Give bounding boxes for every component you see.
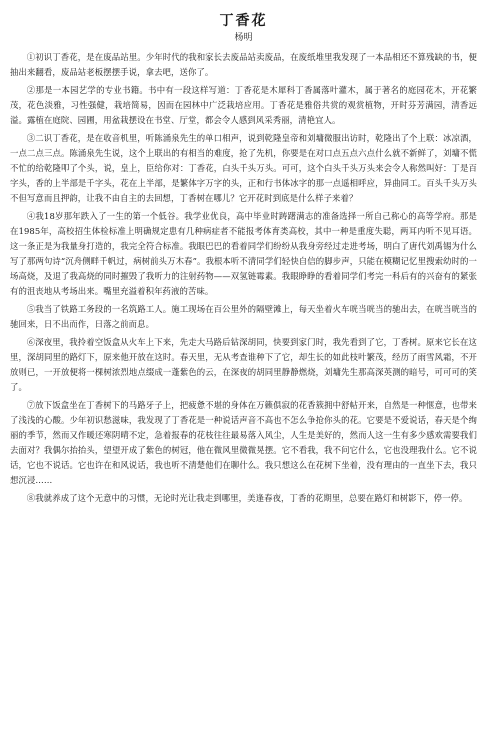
paragraph-7: ⑦放下饭盒坐在丁香树下的马路牙子上，把疲惫不堪的身体在万籁俱寂的花香簇拥中舒帖开来，自然是一种惬意，也带来了浅浅的心酸。少年初识愁滋味，我发现了丁香花是一种说话声音不高也不怎么争抢你头的花。它要是不爱说话，春天是个绚丽的季节，然而又作暖还寒阴晴不定，急着报春的花枝往往最易落入风尘，人生是美好的，然而人这一生有多少感欢需要我们去面对？我偶尔抬抬头，望望开成了紫色的树冠，他在微风里微微晃摆。它不看我，我不问它什么，它也没理我什么。它不说话，它也不说话。它也许在和风说话，我也听不清楚他们在聊什么。我只想这么在花树下坐着，没有理由的一直坐下去，我只想沉浸…… <box>10 400 477 485</box>
paragraph-1: ①初识丁香花，是在废品站里。少年时代的我和家长去废品站卖废品，在废纸堆里我发现了一本品相还不算残缺的书，便抽出来翻看，废品站老板摆摆手说，拿去吧，送你了。 <box>10 52 477 77</box>
article-title: 丁香花 <box>219 13 268 29</box>
paragraph-5: ⑤我当了铁路工务段的一名筑路工人。施工现场在百公里外的隔壁滩上，每天坐着火车咣当咣当的驰出去，在咣当咣当的驰回来，日不出而作，日落之前而息。 <box>10 304 477 329</box>
paragraph-4: ④我18岁那年跌入了一生的第一个低谷。我学业优良，高中毕业时踌躇满志的准备选择一所自己称心的高等学府。那是在1985年，高校招生体检标准上明确规定患有几种病症者不能报考体育类高校，其中一种是重度失聪，两耳内听不见耳语。这一条正是为我量身打造的，我完全符合标准。我眼巴巴的看着同学们纷纷从我身旁经过走进考场，明白了唐代刘禹锡为什么写了那两句诗“沉舟侧畔千帆过，病树前头万木春”。我根本听不清同学们轻快自信的脚步声，只能在模糊记忆里搜索幼时的一场高烧，及退了我高烧的同时摧毁了我听力的注射药物——双氢链霉素。我眼睁睁的看着同学们考完一科后有的兴奋有的紧张有的沮丧地从考场出来。嘴里充溢着积年药液的苦味。 <box>10 211 477 296</box>
article-author: 杨明 <box>234 33 253 43</box>
paragraph-8: ⑧我就养成了这个无意中的习惯，无论时光让我走到哪里，美逢春夜，丁香的花期里，总要在路灯和树影下，停一停。 <box>26 493 468 503</box>
article-body <box>10 50 477 506</box>
paragraph-3: ③二识丁香花，是在收音机里，听陈涌泉先生的单口相声，说到乾隆皇帝和刘墉微服出访时，乾隆出了个上联：冰凉酒，一点二点三点。陈涌泉先生说，这个上联出的有相当的难度，抢了先机，你要是在对口点五点六点什么就不新鲜了，刘墉不慌不忙的给乾隆叩了个头，说，皇上，臣给你对：丁香花，白头千头万头。可可，这个白头千头万头来会令人称然叫好：丁是百字头，香的上半部是千字头，花在上半部，是繁体字万字的头，正和行书体冰字的那一点遥相呼应，异曲同工。百头千头万头不但写意而且押韵，让我不由自主的去回想，丁香树在哪儿？它开花时到底是什么样子来着？ <box>10 133 477 203</box>
paragraph-6: ⑥深夜里，我拎着空饭盒从火车上下来，先走大马路后钻深胡同，快要到家门时，我先看到了它，丁香树。原来它长在这里，深胡同里的路灯下，原来他开放在这时。春天里，无从考查谁种下了它，却生长的如此枝叶繁茂，经历了雨雪风霜，不开放则已，一开放便将一棵树浓烈地点缀成一蓬紫色的云，在深夜的胡同里静静燃烧，刘墉先生那高深英测的暗号，可可可的笑了。 <box>10 337 477 392</box>
paragraph-2: ②那是一本园艺学的专业书籍。书中有一段这样写道：丁香花是木犀科丁香属落叶灌木，属于著名的庭园花木，开花繁茂，花色淡雅，习性强健，栽培简易，因而在园林中广泛栽培应用。丁香花是雅俗共赏的观赏植物，开时芬芳满园，清香远溢。露植在庭院、园圃，用盆栽摆设在书堂、厅堂，都会令人感到风采秀丽，清艳宜人。 <box>10 85 477 125</box>
